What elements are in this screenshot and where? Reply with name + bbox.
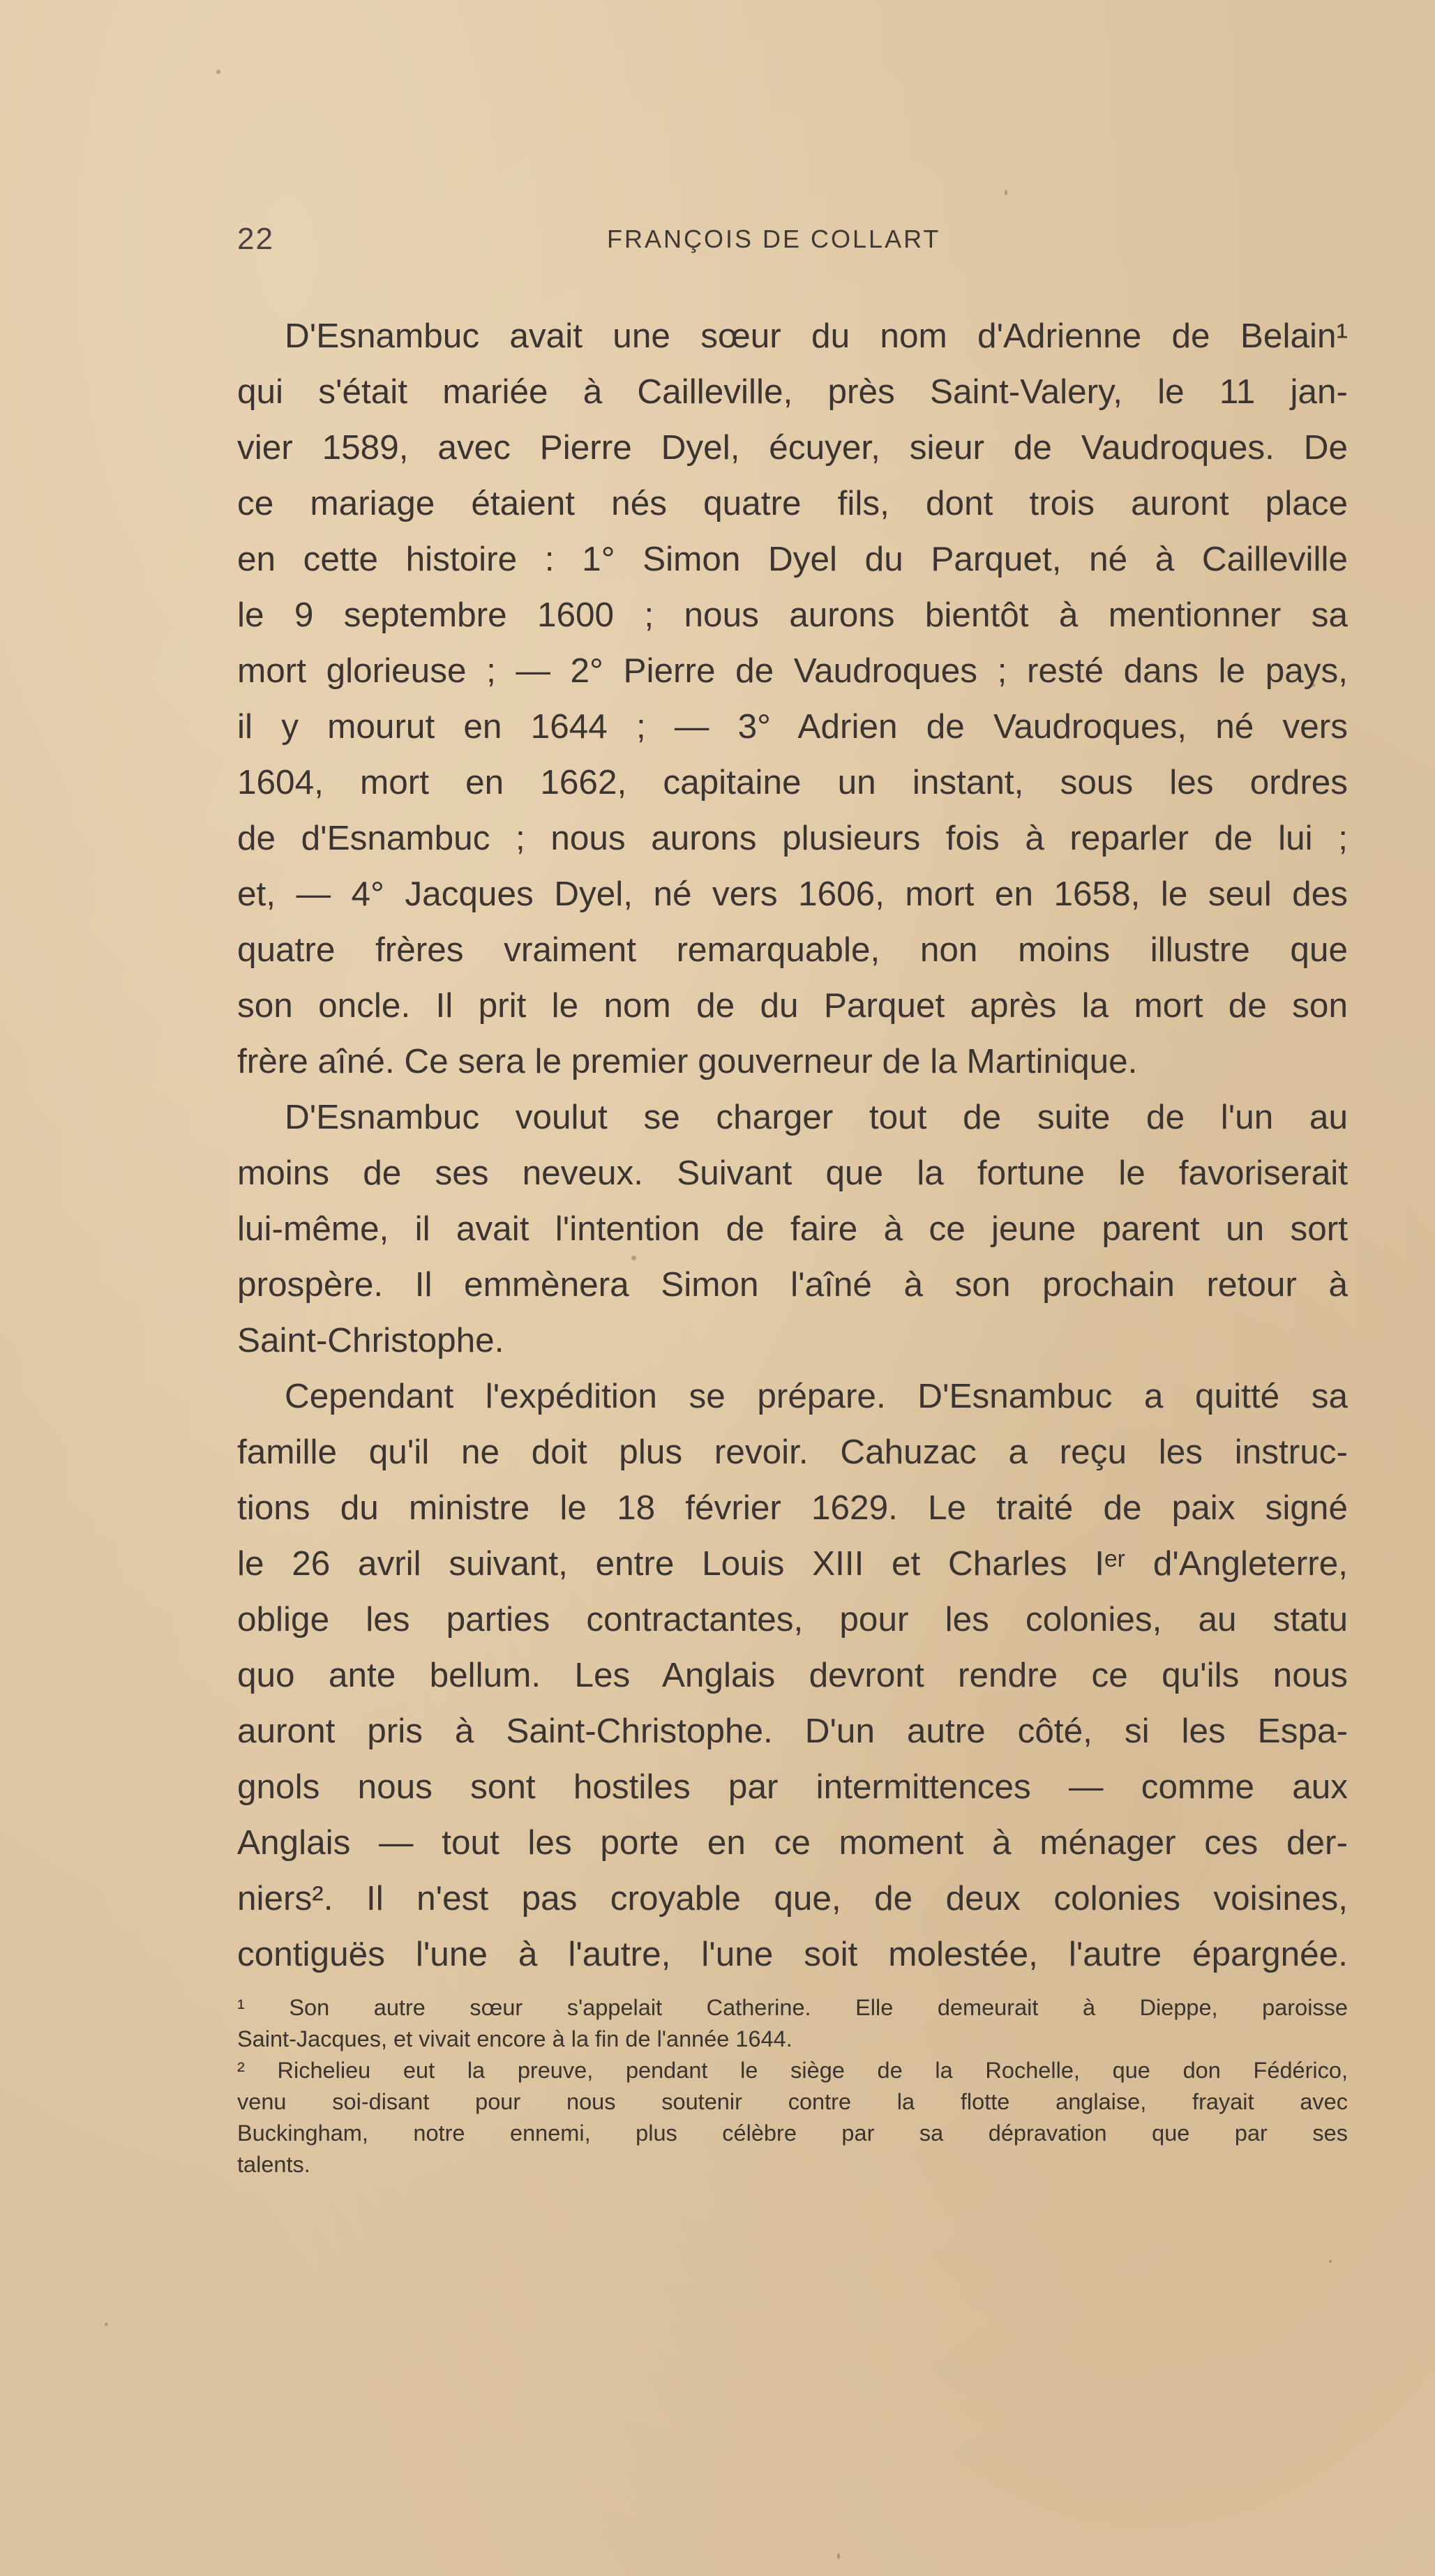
text-line: le 9 septembre 1600 ; nous aurons bientôt à mentionner sa xyxy=(237,596,1348,634)
text-line: le 26 avril suivant, entre Louis XIII et Charles Iᵉʳ d'Angleterre, xyxy=(237,1544,1348,1583)
running-head xyxy=(237,222,1353,264)
page-number: 22 xyxy=(237,222,274,256)
text-line: niers². Il n'est pas croyable que, de deux colonies voisines, xyxy=(237,1879,1348,1918)
text-line: 1604, mort en 1662, capitaine un instant, sous les ordres xyxy=(237,763,1348,801)
footnote-line: ¹ Son autre sœur s'appelait Catherine. Elle demeurait à Dieppe, paroisse xyxy=(237,1995,1348,2020)
text-line: prospère. Il emmènera Simon l'aîné à son prochain retour à xyxy=(237,1265,1348,1304)
text-line: oblige les parties contractantes, pour les colonies, au statu xyxy=(237,1600,1348,1639)
text-line: qui s'était mariée à Cailleville, près Saint-Valery, le 11 jan- xyxy=(237,372,1348,411)
text-line: tions du ministre le 18 février 1629. Le traité de paix signé xyxy=(237,1489,1348,1527)
text-line: son oncle. Il prit le nom de du Parquet après la mort de son xyxy=(237,986,1348,1025)
text-line: Cependant l'expédition se prépare. D'Esnambuc a quitté sa xyxy=(285,1377,1348,1415)
footnote-line: venu soi-disant pour nous soutenir contre la flotte anglaise, frayait avec xyxy=(237,2089,1348,2114)
footnote-line: talents. xyxy=(237,2152,310,2177)
footnote-line: Saint-Jacques, et vivait encore à la fin de l'année 1644. xyxy=(237,2026,792,2051)
text-line: vier 1589, avec Pierre Dyel, écuyer, sieur de Vaudroques. De xyxy=(237,428,1348,467)
text-line: frère aîné. Ce sera le premier gouverneur de la Martinique. xyxy=(237,1042,1138,1080)
text-line: Saint-Christophe. xyxy=(237,1321,504,1359)
text-line: en cette histoire : 1° Simon Dyel du Parquet, né à Cailleville xyxy=(237,540,1348,578)
text-line: lui-même, il avait l'intention de faire à ce jeune parent un sort xyxy=(237,1210,1348,1248)
text-line: moins de ses neveux. Suivant que la fortune le favoriserait xyxy=(237,1154,1348,1192)
text-line: quo ante bellum. Les Anglais devront rendre ce qu'ils nous xyxy=(237,1656,1348,1694)
text-line: et, — 4° Jacques Dyel, né vers 1606, mort en 1658, le seul des xyxy=(237,875,1348,913)
text-line: de d'Esnambuc ; nous aurons plusieurs fois à reparler de lui ; xyxy=(237,819,1348,857)
text-line: famille qu'il ne doit plus revoir. Cahuzac a reçu les instruc- xyxy=(237,1433,1348,1471)
text-line: Anglais — tout les porte en ce moment à ménager ces der- xyxy=(237,1823,1348,1862)
footnotes xyxy=(237,1992,1348,2180)
text-line: contiguës l'une à l'autre, l'une soit molestée, l'autre épargnée. xyxy=(237,1935,1348,1973)
text-line: D'Esnambuc avait une sœur du nom d'Adrienne de Belain¹ xyxy=(285,317,1348,355)
footnote-line: ² Richelieu eut la preuve, pendant le siège de la Rochelle, que don Fédérico, xyxy=(237,2058,1348,2083)
book-title: FRANÇOIS DE COLLART xyxy=(607,225,941,253)
text-line: quatre frères vraiment remarquable, non moins illustre que xyxy=(237,931,1348,969)
text-line: il y mourut en 1644 ; — 3° Adrien de Vaudroques, né vers xyxy=(237,707,1348,746)
body-text xyxy=(237,308,1348,1982)
footnote-line: Buckingham, notre ennemi, plus célèbre par sa dépravation que par ses xyxy=(237,2121,1348,2146)
text-line: auront pris à Saint-Christophe. D'un autre côté, si les Espa- xyxy=(237,1712,1348,1750)
text-line: mort glorieuse ; — 2° Pierre de Vaudroques ; resté dans le pays, xyxy=(237,651,1348,690)
text-line: ce mariage étaient nés quatre fils, dont trois auront place xyxy=(237,484,1348,522)
text-line: D'Esnambuc voulut se charger tout de suite de l'un au xyxy=(285,1098,1348,1136)
text-line: gnols nous sont hostiles par intermittences — comme aux xyxy=(237,1768,1348,1806)
